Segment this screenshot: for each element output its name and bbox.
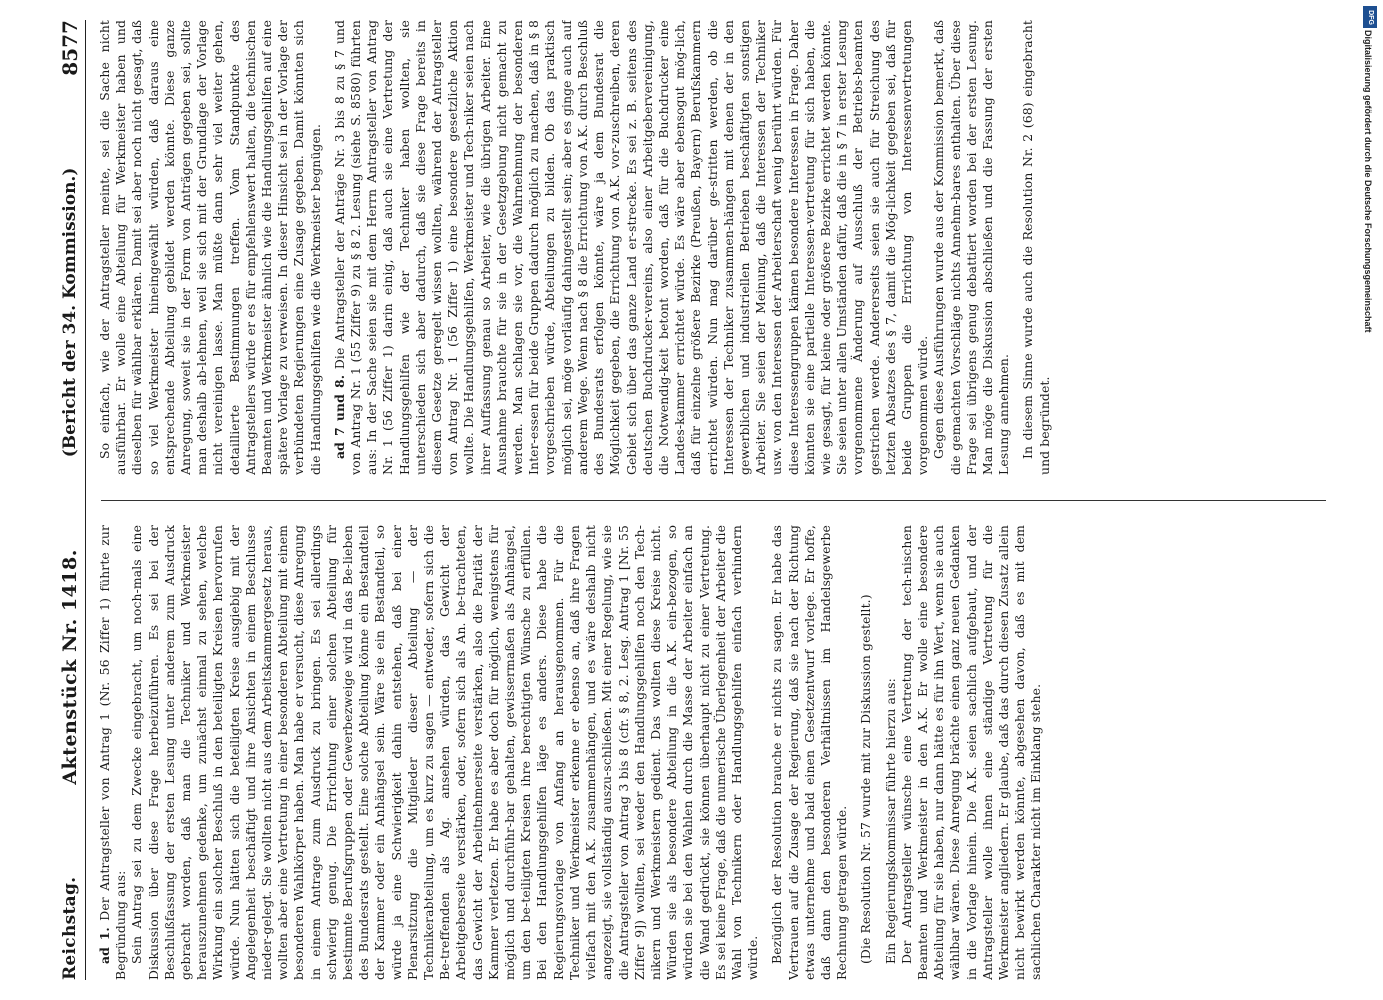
paragraph [97,525,129,980]
paragraph-text: (Die Resolution Nr. 57 wurde mit zur Diskussion gestellt.) [858,594,874,964]
paragraph [1020,20,1052,475]
dfg-logo [1363,6,1377,28]
header-left: Reichstag. [60,876,80,980]
text-columns [97,20,1337,980]
paragraph [883,525,899,980]
section-lead: ad 1. [97,927,112,964]
paragraph [769,525,850,980]
rotated-page-content [55,20,1345,980]
paragraph-text: Der Antragsteller von Antrag 1 (Nr. 56 Ziffer 1) führte zur Begründung aus: [97,525,129,980]
paragraph-text: Sein Antrag sei zu dem Zwecke eingebracht, um noch-mals eine Diskussion über diese Frage herbeizuführen. Es sei bei der Beschlußfassung der ersten Lesung unter anderem zum Ausdruck gebracht worden, daß man die Techniker und Werkmeister herauszunehmen gedenke, um zunächst einmal zu sehen, welche Wirkung ein solcher Beschluß in den beteiligten Kreisen hervorrufen würde. Nun hätten sich die beteiligten Kreise ausgiebig mit der Angelegenheit beschäftigt und ihre Ansichten in einem Beschlusse nieder-gelegt. Sie wollten nicht aus dem Arbeitskammergesetz heraus, wollten aber eine Vertretung in einer besonderen Abteilung mit einem besonderen Wahlkörper haben. Man habe er versucht, diese Anregung in einem Antrage zum Ausdruck zu bringen. Es sei allerdings schwierig genug. Die Errichtung einer solchen Abteilung für bestimmte Berufsgruppen oder Gewerbezweige wird in das Be-lieben des Bundesrats gestellt. Eine solche Abteilung könne ein Bestandteil der Kammer oder ein Anhängsel sein. Wäre sie ein Bestandteil, so würde ja eine Schwierigkeit dahin entstehen, daß bei einer Plenarsitzung die Mitglieder dieser Abteilung — der Technikerabteilung, um es kurz zu sagen — entweder, sofern sich die Be-treffenden als Ag. ansehen würden, das Gewicht der Arbeitgeberseite verstärken, oder, sofern sich als An. be-trachteten, das Gewicht der Arbeitnehmerseite verstärken, also die Parität der Kammer verletzen. Er habe es aber doch für möglich, wenigstens für möglich und durchführ-bar gehalten, gewissermaßen als Anhängsel, um den be-teiligten Kreisen ihre berechtigten Wünsche zu erfüllen. Bei den Handlungsgehilfen läge es anders. Diese habe die Regierungsvorlage von Anfang an herausgenommen. Für die Techniker und Werkmeister erkenne er ebenso an, daß ihre Fragen vielfach mit den A.K. zusammenhängen, und es wäre deshalb nicht angezeigt, sie vollständig auszu-schließen. Mit einer Regelung, wie sie die Antragsteller von Antrag 3 bis 8 (cfr. § 8, 2. Lesg. Antrag 1 [Nr. 55 Ziffer 9]) wollten, sei weder den Handlungsgehilfen noch den Tech-nikern und Werkmeistern gedient. Das wollten diese Kreise nicht. Würden sie als besondere Abteilung in die A.K. ein-bezogen, so würden sie bei den Wahlen durch die Masse der Arbeiter einfach an die Wand gedrückt, sie können überhaupt nicht zu einer Vertretung. Es sei keine Frage, daß die numerische Überlegenheit der Arbeiter die Wahl von Technikern oder Handlungsgehilfen einfach verhindern würde. [129,525,761,980]
dfg-logo-text: DFG [1366,9,1374,25]
paragraph [858,525,874,980]
paragraph [332,20,932,475]
digitization-credit [1358,0,1378,1000]
right-column [97,20,1337,475]
header-title: Aktenstück Nr. 1418. [59,549,81,785]
left-column [97,525,1337,980]
paragraph-text: Die Antragsteller der Anträge Nr. 3 bis 8 zu § 7 und von Antrag Nr. 1 (55 Ziffer 9) zu § 8 2. Lesung (siehe S. 8580) führten aus: In der Sache seien sie mit dem Herrn Antragsteller von Antrag Nr. 1 (56 Ziffer 1) darin einig, daß auch sie eine Vertretung der Handlungsgehilfen wie der Techniker haben wollten, sie unterschieden sich aber dadurch, daß sie diese Frage bereits in diesem Gesetze geregelt wissen wollten, während der Antragsteller von Antrag Nr. 1 (56 Ziffer 1) eine besondere gesetzliche Aktion wollte. Die Handlungsgehilfen, Werkmeister und Tech-niker seien nach ihrer Auffassung genau so Arbeiter, wie die übrigen Arbeiter. Eine Ausnahme brauchte für sie in der Gesetzgebung nicht gemacht zu werden. Man schlagen sie vor, die Wahrnehmung der besonderen Inter-essen für beide Gruppen dadurch möglich zu machen, daß in § 8 vorgeschrieben würde, Abteilungen zu bilden. Ob das praktisch möglich sei, möge vorläufig dahingestellt sein; aber es ginge auch auf anderem Wege. Wenn nach § 8 die Errichtung von A.K. durch Beschluß des Bundesrats erfolgen könnte, wäre ja dem Bundesrat die Möglichkeit gegeben, die Errichtung von A.K. vor-zuschreiben, deren Gebiet sich über das ganze Land er-strecke. Es sei z. B. seitens des deutschen Buchdrucker-vereins, also einer Arbeitgebervereinigung, die Notwendig-keit betont worden, daß für die Buchdrucker eine Landes-kammer errichtet würde. Es wäre aber ebensogut mög-lich, daß für einzelne größere Bezirke (Preußen, Bayern) Berufskammern errichtet würden. Nun mag darüber ge-stritten werden, ob die Interessen der Techniker zusammen-hängen mit denen der in den gewerblichen und industriellen Betrieben beschäftigten sonstigen Arbeiter. Sie seien der Meinung, daß die Interessen der Techniker usw. von den Interessen der Arbeiterschaft wenig berührt würden. Für diese Interessengruppen kämen besondere Interessen in Frage. Daher könnten sie eine partielle Interessen-vertretung für sich haben, die wie gesagt, für kleine oder größere Bezirke errichtet werden könnte. Sie seien unter allen Umständen dafür, daß die in § 7 in erster Lesung vorgenommene Änderung auf Ausschluß der Betriebs-beamten gestrichen werde. Andererseits seien sie auch für Streichung des letzten Absatzes des § 7, damit die Mög-lichkeit gegeben sei, daß für beide Gruppen die Errichtung von Interessenvertretungen vorgenommen würde. [331,20,931,475]
paragraph [931,20,1012,475]
paragraph [899,525,1045,980]
page-header [55,20,86,980]
paragraph [129,525,761,980]
paragraph-text: Der Antragsteller wünsche eine Vertretung der tech-nischen Beamten und Werkmeister in den A.K. Er wolle eine besondere Abteilung für sie haben, nur dann hätte es für ihn Wert, wenn sie auch wählbar wären. Diese Anregung brächte einen ganz neuen Gedanken in die Vorlage hinein. Die A.K. seien sachlich aufgebaut, und der Antragsteller wolle ihnen eine ständige Vertretung für die Werkmeister angliedern. Er glaube, daß das durch diesen Zusatz allein nicht bewirkt werden könnte, abgesehen davon, daß es mit dem sachlichen Charakter nicht im Einklang stehe. [898,525,1044,980]
paragraph-text: Bezüglich der Resolution brauche er nichts zu sagen. Er habe das Vertrauen auf die Zusage der Regierung, daß sie nach der Richtung etwas unternehme und bald einen Gesetzentwurf vorlege. Er hoffe, daß dann den besonderen Verhältnissen im Handelsgewerbe Rechnung getragen würde. [769,525,850,980]
document-page [55,20,1345,980]
credit-text: Digitalisierung gefördert durch die Deutsche Forschungsgemeinschaft [1363,30,1373,333]
section-lead: ad 7 und 8. [331,374,347,459]
column-divider [101,500,1326,501]
paragraph [97,20,324,475]
paragraph-text: In diesem Sinne wurde auch die Resolution Nr. 2 (68) eingebracht und begründet. [1020,20,1052,475]
page-number: 8577 [58,20,82,76]
paragraph-text: Gegen diese Ausführungen wurde aus der Kommission bemerkt, daß die gemachten Vorschläge nichts Annehm-bares enthalten. Über diese Frage sei übrigens genug debattiert worden bei der ersten Lesung. Man möge die Diskussion abschließen und die Fassung der ersten Lesung annehmen. [931,20,1012,475]
header-report: (Bericht der 34. Kommission.) [60,167,80,458]
paragraph-text: Ein Regierungskommissar führte hierzu aus: [882,678,898,964]
paragraph-text: So einfach, wie der Antragsteller meinte, sei die Sache nicht ausführbar. Er wolle eine Abteilung für Werkmeister haben und dieselben für wählbar erklären. Damit sei aber noch nicht gesagt, daß so viel Werkmeister hineingewählt würden, daß daraus eine entsprechende Abteilung gebildet werden könnte. Diese ganze Anregung, soweit sie in der Form von Anträgen gegeben sei, sollte man deshalb ab-lehnen, weil sie sich mit der Grundlage der Vorlage nicht vereinigen lasse. Man müßte dann sehr viel weiter gehen, detaillierte Bestimmungen treffen. Vom Standpunkte des Antragstellers würde er es für empfehlenswert halten, die technischen Beamten und Werkmeister ähnlich wie die Handlungsgehilfen auf eine spätere Vorlage zu verweisen. In dieser Hinsicht sei in der Vorlage der verbündeten Regierungen eine Zusage gegeben. Damit könnten sich die Handlungsgehilfen wie die Werkmeister begnügen. [97,20,323,475]
